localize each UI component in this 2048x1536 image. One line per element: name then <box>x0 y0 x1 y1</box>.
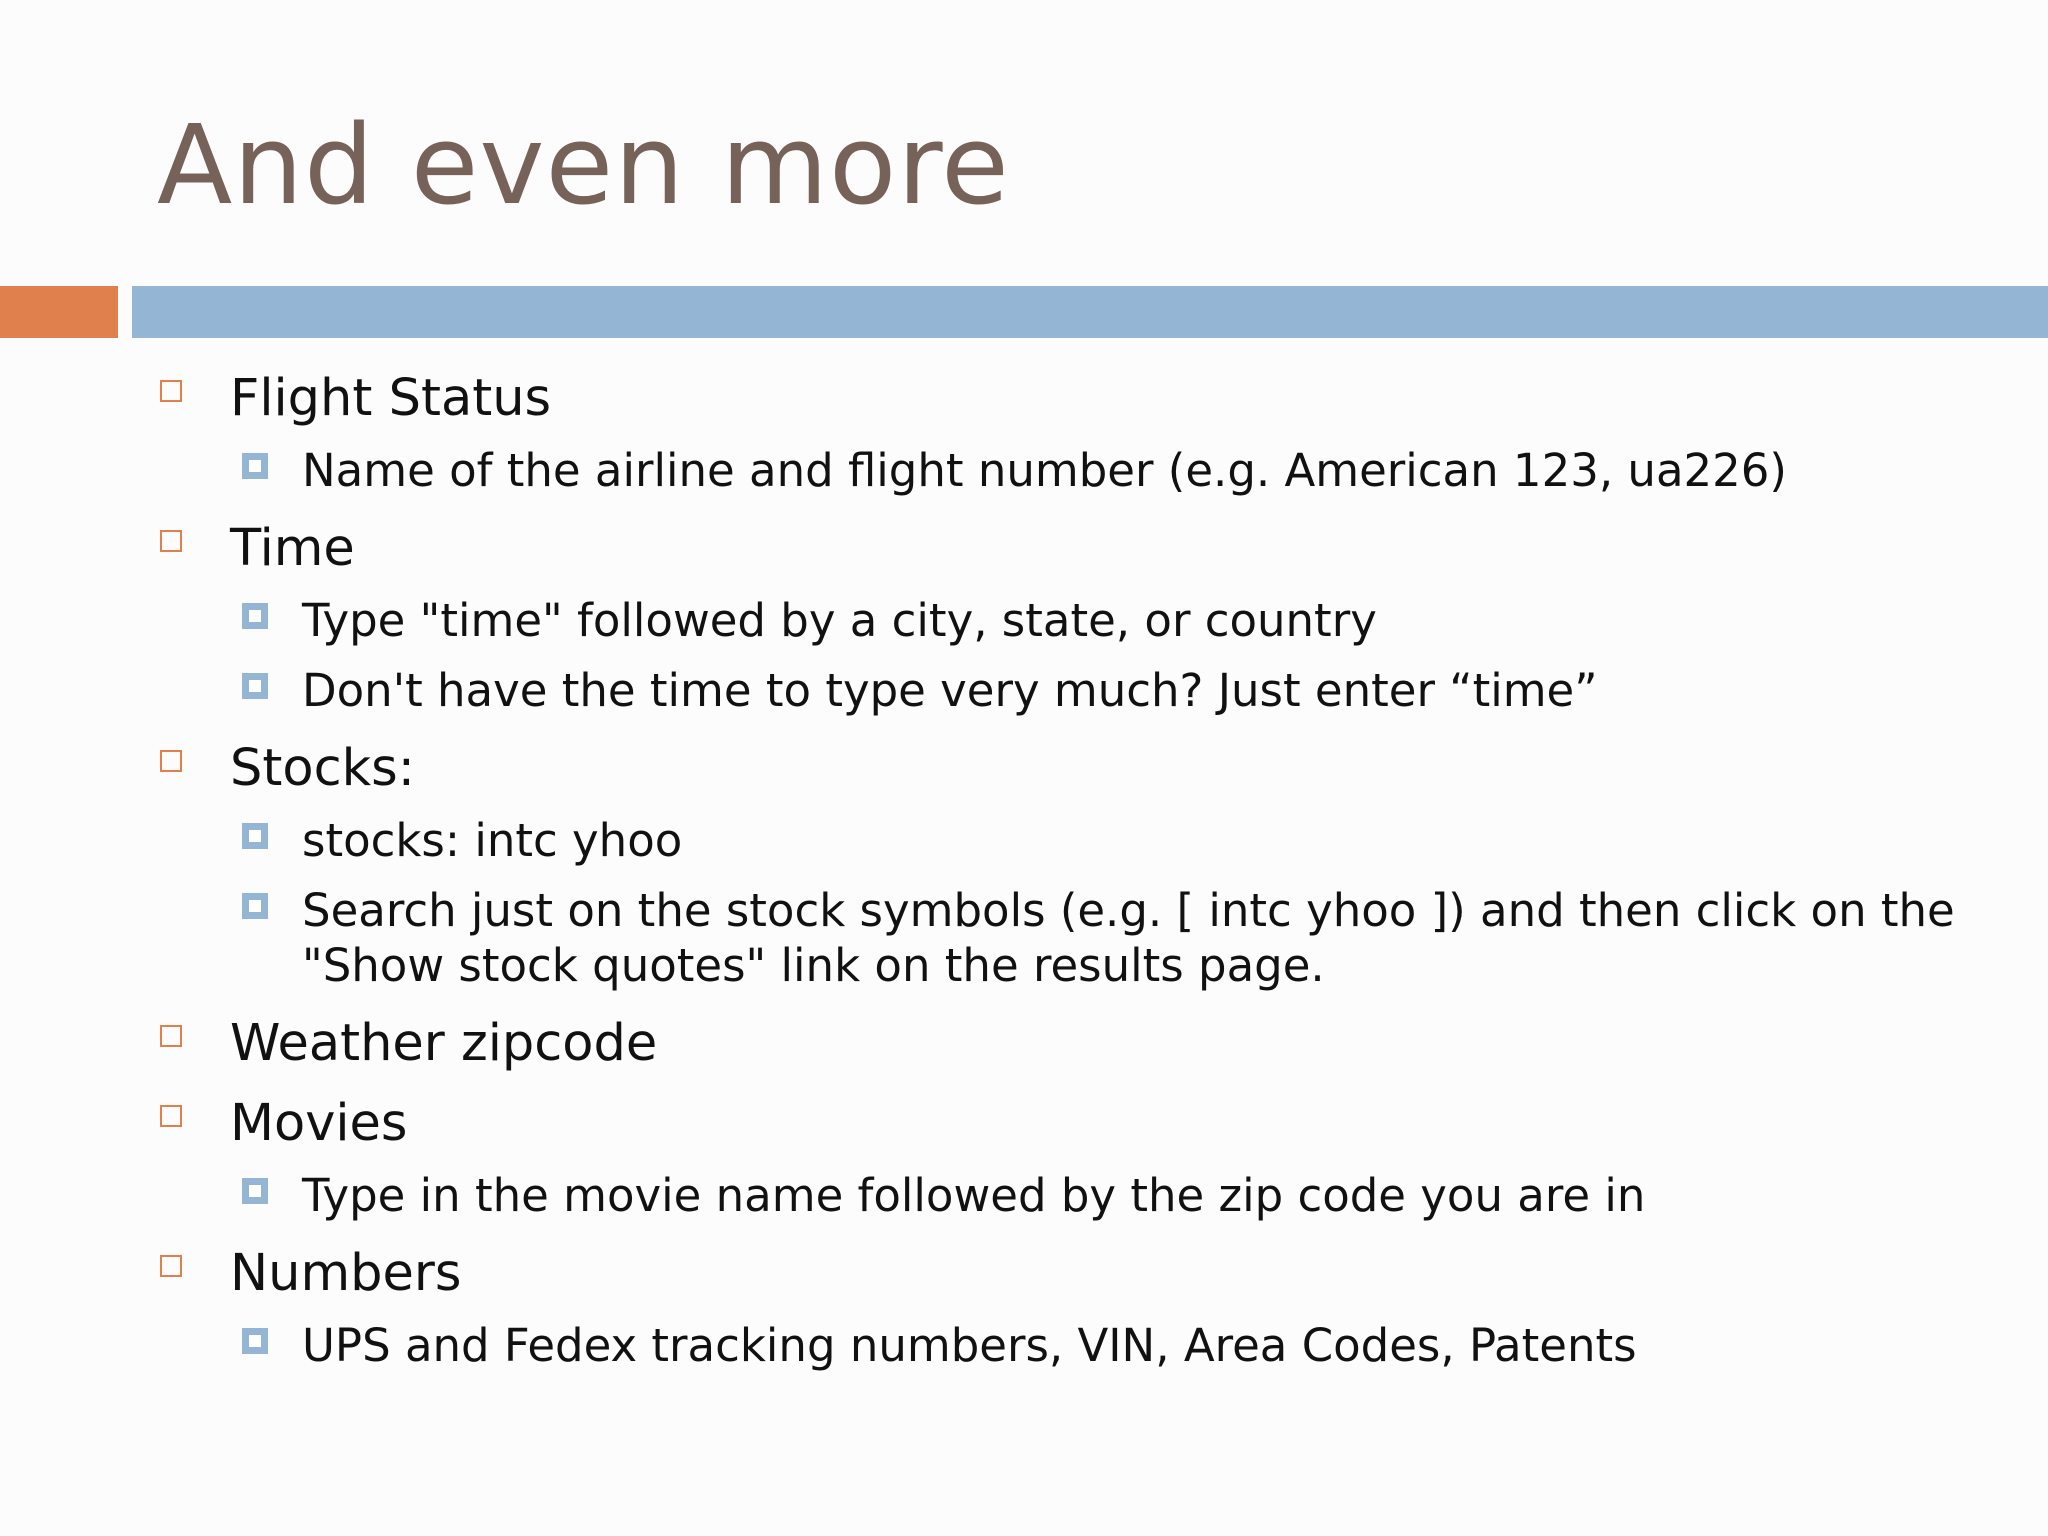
bullet-text: Stocks: <box>230 739 415 798</box>
sub-bullet-text: Don't have the time to type very much? Just enter “time” <box>302 664 1598 717</box>
sub-bullet-text: stocks: intc yhoo <box>302 814 683 867</box>
filled-square-bullet-icon <box>242 1328 268 1354</box>
hollow-square-bullet-icon <box>160 1105 182 1127</box>
sub-bullet-text: Type in the movie name followed by the zip code you are in <box>302 1169 1646 1222</box>
bullet-text: Flight Status <box>230 369 552 428</box>
sub-bullet-text: Name of the airline and flight number (e.g. American 123, ua226) <box>302 444 1787 497</box>
filled-square-bullet-icon <box>242 673 268 699</box>
filled-square-bullet-icon <box>242 453 268 479</box>
sub-bullet-text: Search just on the stock symbols (e.g. [ intc yhoo ]) and then click on the "Show stock quotes" link on the results page. <box>302 884 1955 992</box>
filled-square-bullet-icon <box>242 893 268 919</box>
hollow-square-bullet-icon <box>160 1025 182 1047</box>
bullet-text: Time <box>230 519 355 578</box>
bullet-text: Movies <box>230 1094 408 1153</box>
sub-bullet-text: UPS and Fedex tracking numbers, VIN, Area Codes, Patents <box>302 1319 1637 1372</box>
hollow-square-bullet-icon <box>160 530 182 552</box>
bullet-text: Weather zipcode <box>230 1014 658 1073</box>
filled-square-bullet-icon <box>242 823 268 849</box>
hollow-square-bullet-icon <box>160 1255 182 1277</box>
slide-title: And even more <box>157 101 1010 229</box>
sub-bullet-text: Type "time" followed by a city, state, or country <box>302 594 1377 647</box>
filled-square-bullet-icon <box>242 1178 268 1204</box>
hollow-square-bullet-icon <box>160 750 182 772</box>
filled-square-bullet-icon <box>242 603 268 629</box>
hollow-square-bullet-icon <box>160 380 182 402</box>
bullet-text: Numbers <box>230 1244 462 1303</box>
